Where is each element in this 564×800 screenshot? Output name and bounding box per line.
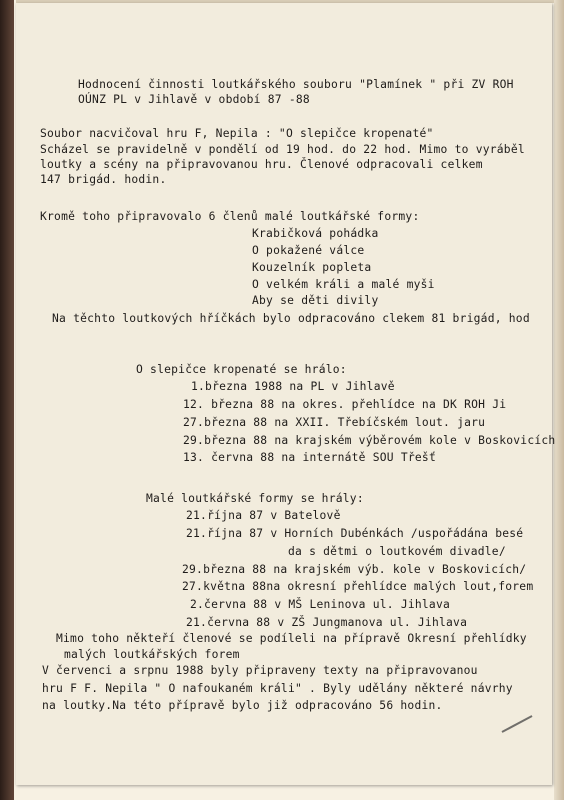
- intro-line-4: 147 brigád. hodin.: [40, 173, 167, 186]
- pen-stroke-mark: [502, 715, 533, 733]
- closing-line-1: Mimo toho někteří členové se podíleli na přípravě Okresní přehlídky: [56, 632, 527, 645]
- small-form-performance-3: 29.března 88 na krajském výb. kole v Boskovicích/: [182, 563, 527, 576]
- performances-heading: O slepičce kropenaté se hrálo:: [136, 363, 347, 376]
- small-form-performance-1: 21.října 87 v Batelově: [186, 509, 341, 522]
- small-form-performance-5: 2.června 88 v MŠ Leninova ul. Jihlava: [190, 598, 451, 611]
- small-form-title-3: Kouzelník popleta: [252, 261, 372, 274]
- small-forms-hours: Na těchto loutkových hříčkách bylo odpracováno clekem 81 brigád, hod: [52, 312, 530, 325]
- small-form-performance-2-cont: da s dětmi o loutkovém divadle/: [288, 545, 506, 558]
- small-form-performance-2: 21.října 87 v Horních Dubénkách /uspořádána besé: [186, 527, 524, 540]
- closing-line-2: malých loutkářských forem: [64, 648, 240, 661]
- small-forms-intro: Kromě toho připravovalo 6 členů malé loutkářské formy:: [40, 210, 420, 223]
- performance-1: 1.března 1988 na PL v Jihlavě: [191, 380, 395, 393]
- closing-line-3: V červenci a srpnu 1988 byly připraveny texty na připravovanou: [42, 664, 478, 677]
- performance-2: 12. března 88 na okres. přehlídce na DK ROH Ji: [183, 398, 507, 411]
- performance-5: 13. června 88 na internátě SOU Třešť: [183, 451, 436, 464]
- page-right-edge: [554, 0, 564, 800]
- intro-line-3: loutky a scény na připravovanou hru. Členové odpracovali celkem: [40, 158, 483, 171]
- closing-line-4: hru F F. Nepila " O nafoukaném králi" . Byly udělány některé návrhy: [42, 682, 513, 695]
- performance-3: 27.března 88 na XXII. Třebíčském lout. jaru: [183, 416, 486, 429]
- small-form-title-4: O velkém králi a malé myši: [252, 278, 435, 291]
- intro-line-2: Scházel se pravidelně v pondělí od 19 hod. do 22 hod. Mimo to vyráběl: [40, 143, 525, 156]
- document-title-line-1: Hodnocení činnosti loutkářského souboru "Plamínek " při ZV ROH: [78, 78, 514, 91]
- small-forms-heading: Malé loutkářské formy se hrály:: [146, 492, 364, 505]
- intro-line-1: Soubor nacvičoval hru F, Nepila : "O slepičce kropenaté": [40, 127, 434, 140]
- document-title-line-2: OÚNZ PL v Jihlavě v období 87 -88: [78, 93, 310, 106]
- small-form-performance-4: 27.května 88na okresní přehlídce malých lout,forem: [182, 580, 534, 593]
- small-form-title-1: Krabičková pohádka: [252, 227, 379, 240]
- small-form-title-5: Aby se děti divily: [252, 294, 379, 307]
- small-form-title-2: O pokažené válce: [252, 244, 365, 257]
- performance-4: 29.března 88 na krajském výběrovém kole v Boskovicích: [183, 434, 556, 447]
- closing-line-5: na loutky.Na této přípravě bylo již odpracováno 56 hodin.: [42, 699, 443, 712]
- typewritten-page: [16, 3, 556, 785]
- small-form-performance-6: 21.června 88 v ZŠ Jungmanova ul. Jihlava: [186, 616, 468, 629]
